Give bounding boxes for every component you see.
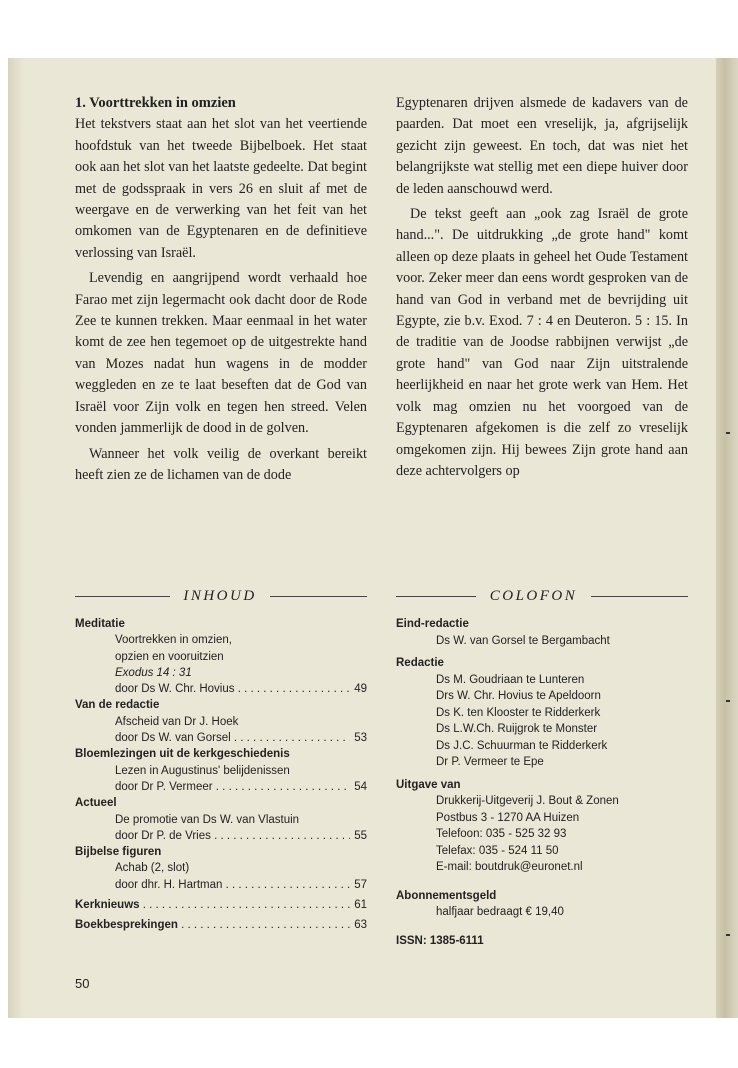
paragraph: Wanneer het volk veilig de overkant bereikt heeft zien ze de lichamen van de dode [75, 445, 367, 483]
toc-section-title: Bloemlezingen uit de kerkgeschiedenis [75, 748, 290, 761]
edge-mark [726, 934, 730, 936]
toc-page-number: 61 [354, 899, 367, 912]
colofon [396, 616, 696, 949]
colofon-line: Ds M. Goudriaan te Lunteren [436, 673, 585, 686]
edge-mark [726, 432, 730, 434]
colofon-label: Eind-redactie [396, 618, 469, 630]
toc-entry-kerknieuws[interactable] [75, 897, 367, 913]
colofon-line: Telefoon: 035 - 525 32 93 [436, 828, 567, 840]
colofon-line: Ds K. ten Klooster te Ridderkerk [436, 706, 601, 719]
paragraph: De tekst geeft aan „ook zag Israël de grote hand...". De uitdrukking „de grote hand" komt alleen op deze plaats in geheel het Oude Testament voor. Zeker meer dan eens wordt gesproken van de hand van God in verband met de bevrijding uit Egypte, zie b.v. Exod. 7 : 4 en Deuteron. 5 : 15. In de traditie van de Joodse rabbijnen verwijst „de grote hand" van God naar Zijn uitstralende heerlijkheid en naar het grote werk van Hem. Het volk mag omzien nu het voorgoed van de Egyptenaren afgekomen is die zelf zo vreselijk omgekomen zijn. Hij bewees Zijn grote hand aan deze achtervolgers op [396, 206, 688, 479]
page-edge [716, 58, 738, 1018]
email-link[interactable]: E-mail: boutdruk@euronet.nl [436, 861, 583, 873]
colofon-line: Ds J.C. Schuurman te Ridderkerk [436, 739, 608, 752]
toc-author: door Ds W. van Gorsel [115, 732, 231, 745]
toc-entry[interactable] [75, 730, 367, 746]
paragraph: Egyptenaren drijven alsmede de kadavers van de paarden. Dat moet een vreselijk, ja, afgrijselijk gezicht zijn geweest. En toch, dat was niet het belangrijkste wat stellig met een diepe huiver door de leden aanschouwd werd. [396, 95, 688, 197]
toc-item: Voortrekken in omzien, [115, 634, 232, 647]
colofon-line: Postbus 3 - 1270 AA Huizen [436, 811, 580, 824]
toc-section-title: Actueel [75, 797, 117, 810]
toc-item: De promotie van Ds W. van Vlastuin [115, 813, 300, 826]
page-spine-shadow [8, 58, 24, 1018]
toc-author: door dhr. H. Hartman [115, 878, 223, 891]
rule [270, 596, 367, 597]
toc-page-number: 53 [354, 732, 367, 745]
toc-entry[interactable] [75, 877, 367, 893]
table-of-contents [75, 616, 367, 934]
toc-page-number: 57 [354, 878, 367, 891]
rule [396, 596, 476, 597]
toc-entry[interactable] [75, 828, 367, 844]
colofon-label: Uitgave van [396, 778, 461, 791]
colofon-line: Dr P. Vermeer te Epe [436, 756, 544, 768]
colofon-header [396, 586, 688, 606]
toc-section-title: Bijbelse figuren [75, 846, 162, 859]
toc-entry-boekbesprekingen[interactable] [75, 917, 367, 933]
toc-item: opzien en vooruitzien [115, 650, 224, 663]
toc-page-number: 55 [354, 829, 367, 842]
colofon-line: Drukkerij-Uitgeverij J. Bout & Zonen [436, 795, 619, 807]
toc-section-title: Kerknieuws [75, 899, 140, 912]
colofon-label: Abonnementsgeld [396, 889, 497, 902]
colofon-line: Ds W. van Gorsel te Bergambacht [436, 634, 610, 647]
edge-mark [726, 700, 730, 702]
rule [591, 596, 688, 597]
toc-entry[interactable] [75, 779, 367, 795]
toc-section-title: Meditatie [75, 618, 125, 630]
colofon-line: Drs W. Chr. Hovius te Apeldoorn [436, 690, 601, 702]
colofon-line: Ds L.W.Ch. Ruijgrok te Monster [436, 723, 598, 735]
toc-entry[interactable] [75, 681, 367, 697]
toc-page-number: 54 [354, 780, 367, 793]
paragraph: Levendig en aangrijpend wordt verhaald hoe Farao met zijn legermacht ook dacht door de Rode Zee te kunnen trekken. Maar eenmaal in het water komt de zee hen tegemoet op de uitgestrekte hand van Mozes nadat hun wagens in de modder weggleden en ze te laat beseften dat de God van Israël voor Zijn volk en tegen hen streed. Velen vonden jammerlijk de dood in de golven. [75, 270, 367, 437]
toc-author: door Dr P. Vermeer [115, 780, 213, 793]
meditation-right-column [396, 93, 688, 482]
toc-author: door Ds W. Chr. Hovius [115, 683, 235, 696]
meditation-heading: 1. Voorttrekken in omzien [75, 95, 236, 111]
inhoud-title: INHOUD [183, 588, 257, 604]
toc-section-title: Boekbesprekingen [75, 919, 178, 932]
rule [75, 596, 170, 597]
toc-item: Afscheid van Dr J. Hoek [115, 715, 239, 728]
issn: ISSN: 1385-6111 [396, 934, 484, 947]
colofon-label: Redactie [396, 657, 444, 669]
toc-section-title: Van de redactie [75, 699, 160, 712]
paragraph: Het tekstvers staat aan het slot van het veertiende hoofdstuk van het tweede Bijbelboek. Het staat ook aan het slot van het laatste gedeelte. Dat begint met de godsspraak in vers 26 en sluit af met de weergave en de verwerking van het feit van het omkomen van de Egyptenaren en de definitieve verlossing van Israël. [75, 116, 367, 261]
page-number: 50 [75, 976, 90, 991]
toc-page-number: 63 [354, 919, 367, 932]
toc-page-number: 49 [354, 683, 367, 696]
colofon-line: halfjaar bedraagt € 19,40 [436, 906, 564, 918]
toc-item: Exodus 14 : 31 [115, 666, 192, 679]
meditation-left-column [75, 93, 367, 486]
toc-item: Lezen in Augustinus' belijdenissen [115, 764, 290, 777]
colofon-line: Telefax: 035 - 524 11 50 [436, 844, 559, 857]
colofon-title: COLOFON [489, 588, 578, 604]
toc-author: door Dr P. de Vries [115, 829, 211, 842]
inhoud-header [75, 586, 367, 606]
toc-item: Achab (2, slot) [115, 862, 190, 875]
